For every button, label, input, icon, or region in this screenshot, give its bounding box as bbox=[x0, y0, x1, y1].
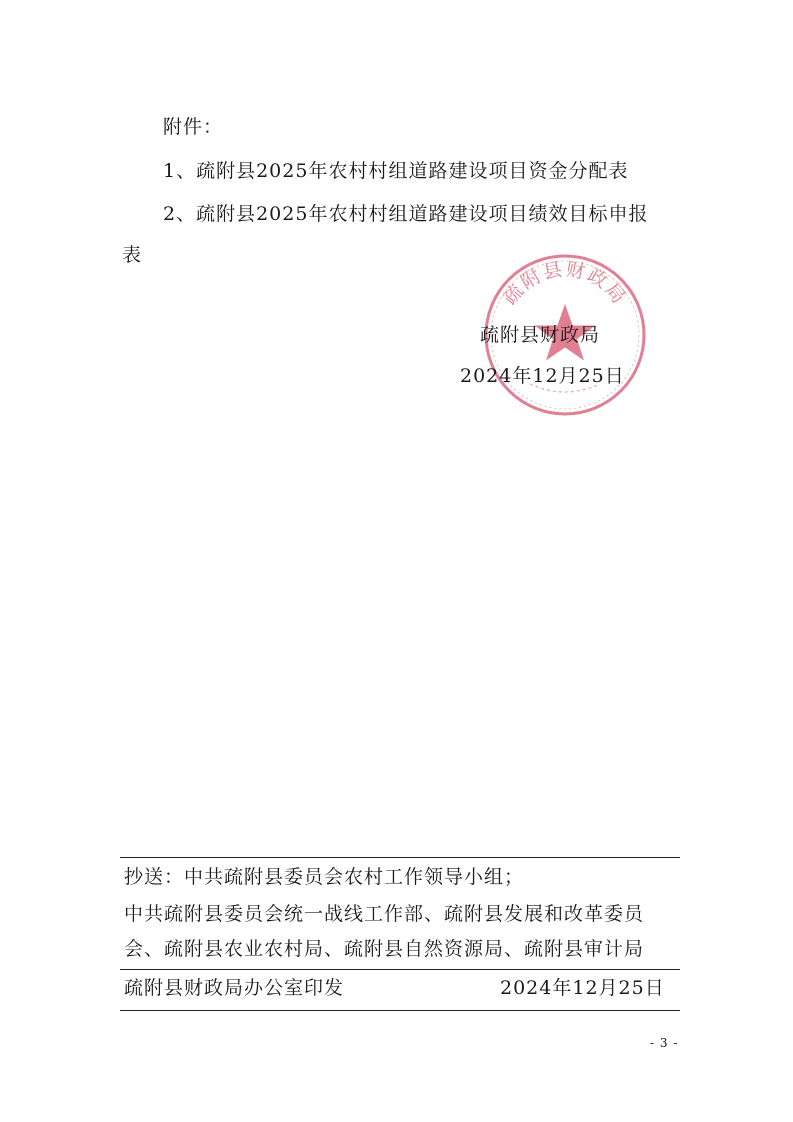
attachment-item-1: 1、疏附县2025年农村村组道路建设项目资金分配表 bbox=[163, 160, 629, 182]
cc-line-2: 中共疏附县委员会统一战线工作部、疏附县发展和改革委员 bbox=[124, 903, 645, 925]
cc-line-1: 抄送：中共疏附县委员会农村工作领导小组； bbox=[124, 866, 525, 888]
svg-text:疏附县财政局 bbox=[499, 258, 631, 309]
footer-top-rule bbox=[120, 857, 680, 858]
attachments-label: 附件： bbox=[163, 116, 224, 138]
page-number: - 3 - bbox=[650, 1036, 679, 1050]
attachment-item-2-continuation: 表 bbox=[122, 244, 143, 266]
footer-bottom-rule bbox=[120, 1010, 680, 1011]
seal-text: 疏附县财政局 bbox=[499, 258, 631, 310]
issuer-name: 疏附县财政局 bbox=[480, 324, 601, 346]
print-date: 2024年12月25日 bbox=[500, 977, 665, 999]
attachment-item-2: 2、疏附县2025年农村村组道路建设项目绩效目标申报 bbox=[163, 203, 649, 225]
footer-middle-rule bbox=[120, 969, 680, 970]
cc-line-3: 会、疏附县农业农村局、疏附县自然资源局、疏附县审计局 bbox=[124, 938, 645, 960]
printer-office: 疏附县财政局办公室印发 bbox=[124, 977, 345, 999]
signature-date: 2024年12月25日 bbox=[460, 365, 625, 387]
